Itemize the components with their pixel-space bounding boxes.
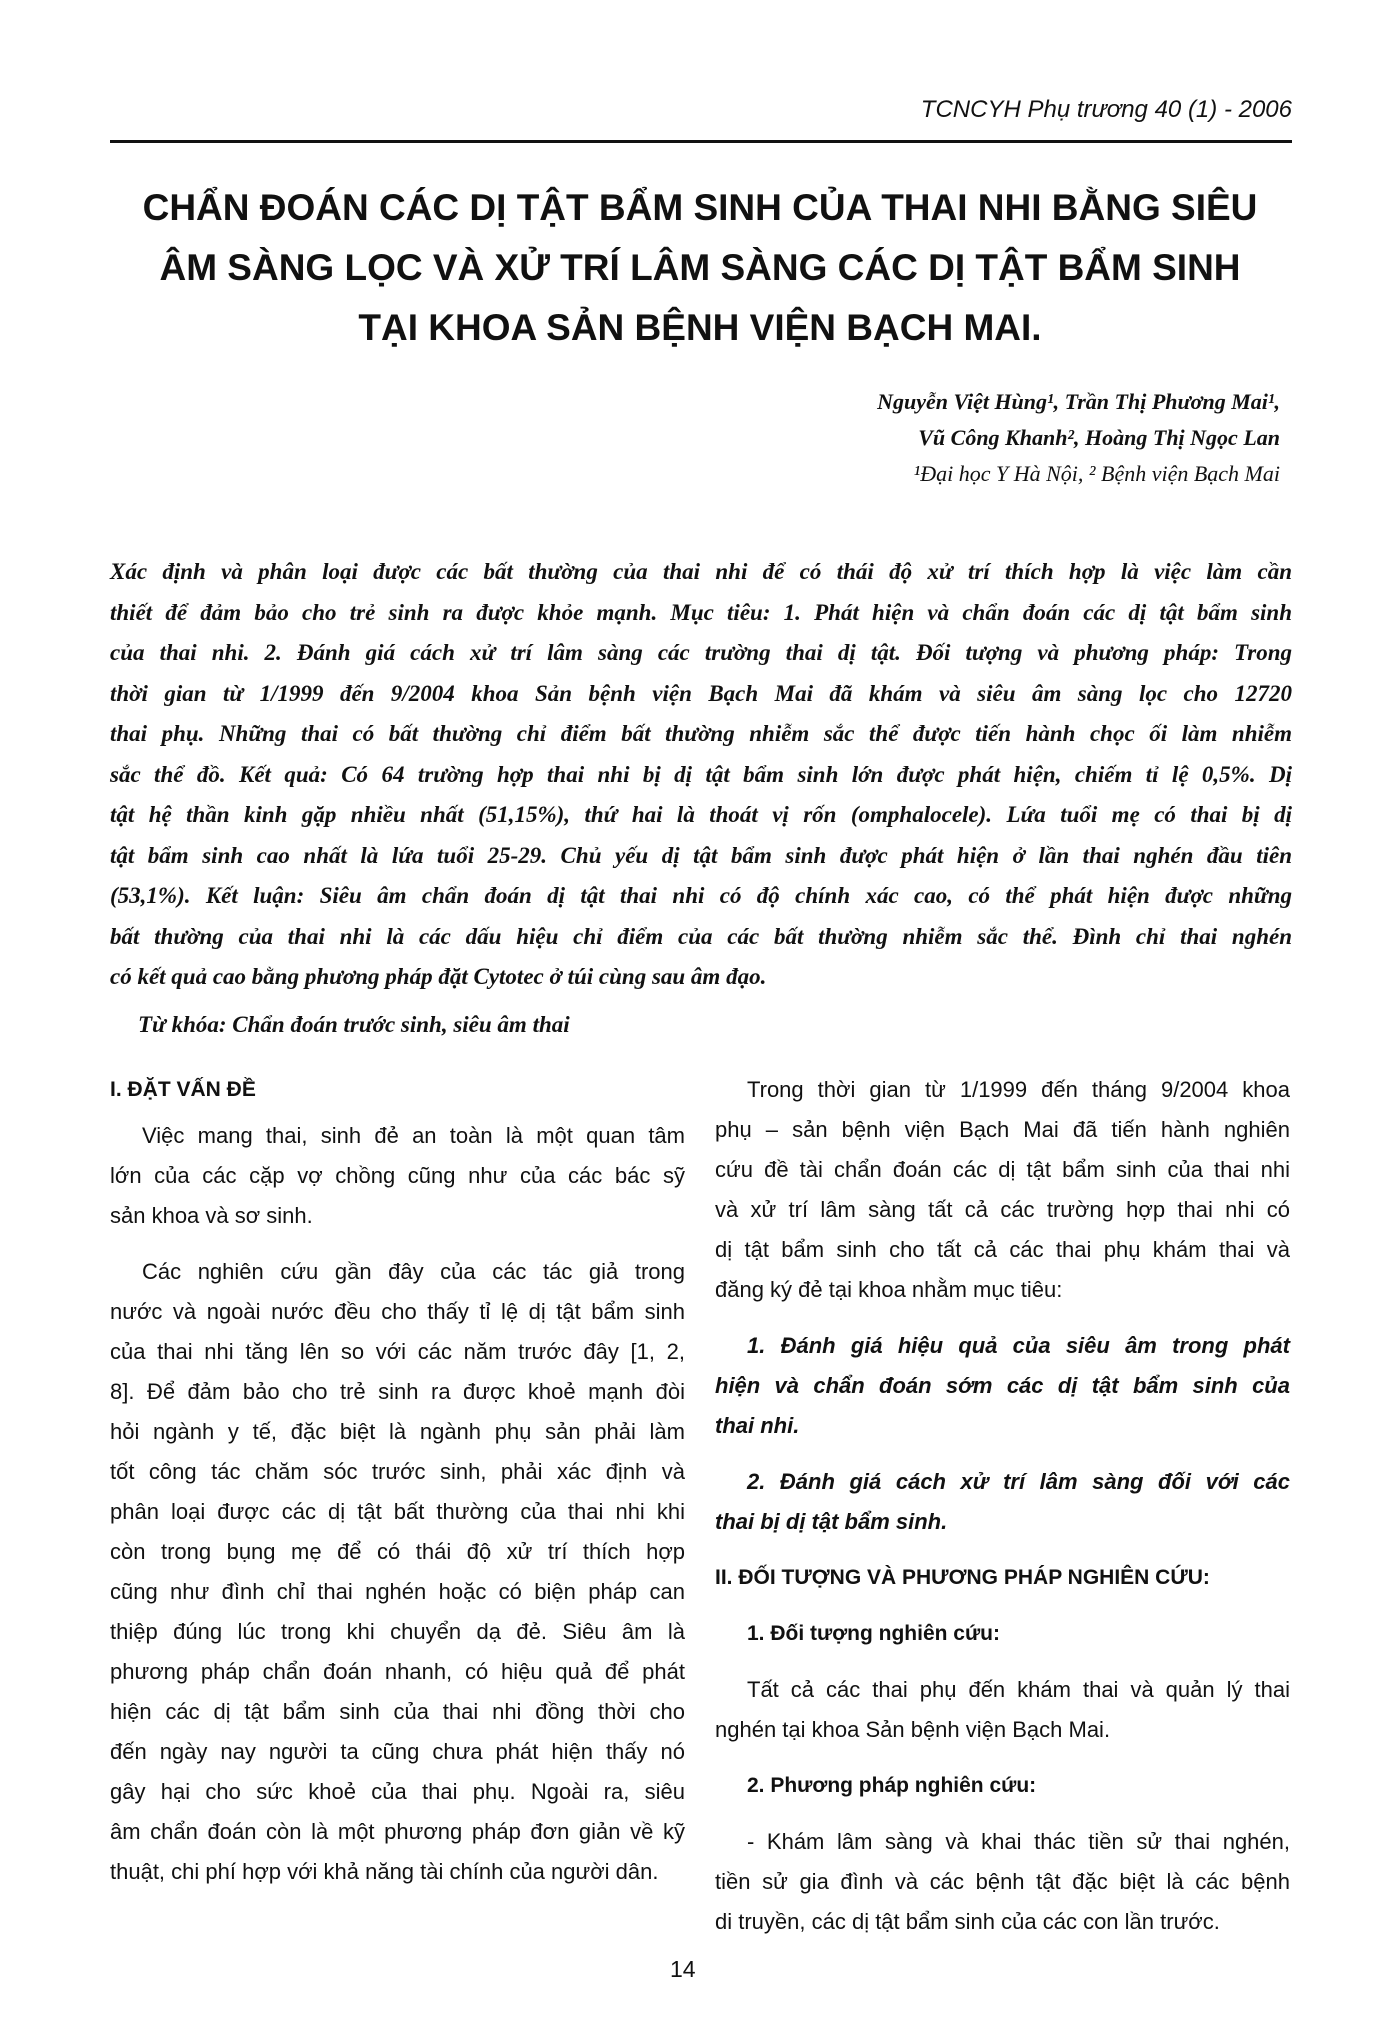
text-line: thiệp đúng lúc trong khi chuyển dạ đẻ. Siêu âm là [110, 1619, 685, 1644]
abstract-line: (53,1%). Kết luận: Siêu âm chẩn đoán dị tật thai nhi có độ chính xác cao, có thể phát hiện được những [110, 883, 1292, 908]
abstract-line: sắc thể đồ. Kết quả: Có 64 trường hợp thai nhi bị dị tật bẩm sinh lớn được phát hiện, chiếm tỉ lệ 0,5%. Dị [110, 761, 1292, 787]
abstract-line: tật hệ thần kinh gặp nhiều nhất (51,15%), thứ hai là thoát vị rốn (omphalocele). Lứa tuổi mẹ có thai bị dị [110, 802, 1292, 827]
text-line: gây hại cho sức khoẻ của thai phụ. Ngoài ra, siêu [110, 1779, 685, 1804]
paragraph-cont [110, 1292, 685, 1892]
text-line: đến ngày nay người ta cũng chưa phát hiện thấy nó [110, 1739, 685, 1764]
abstract-line: có kết quả cao bằng phương pháp đặt Cytotec ở túi cùng sau âm đạo. [110, 964, 767, 989]
text-line: nghén tại khoa Sản bệnh viện Bạch Mai. [715, 1717, 1111, 1742]
text-line: âm chẩn đoán còn là một phương pháp đơn giản về kỹ [110, 1819, 685, 1844]
text-line: sản khoa và sơ sinh. [110, 1203, 313, 1228]
text-line: của thai nhi tăng lên so với các năm trước đây [1, 2, [110, 1339, 685, 1364]
abstract-line: thai phụ. Những thai có bất thường chỉ điểm bất thường nhiễm sắc thể được tiến hành chọc ối làm nhiễm [110, 721, 1292, 746]
text-line: cũng như đình chỉ thai nghén hoặc có biện pháp can [110, 1579, 685, 1604]
title-line: TẠI KHOA SẢN BỆNH VIỆN BẠCH MAI. [358, 307, 1042, 348]
text-line: Việc mang thai, sinh đẻ an toàn là một quan tâm [142, 1123, 685, 1148]
goal-2 [715, 1462, 1290, 1542]
text-line: thai nhi. [715, 1413, 800, 1438]
journal-header: TCNCYH Phụ trương 40 (1) - 2006 [920, 96, 1292, 123]
text-line: 1. Đánh giá hiệu quả của siêu âm trong phát [747, 1333, 1290, 1358]
text-line: - Khám lâm sàng và khai thác tiền sử thai nghén, [747, 1829, 1290, 1854]
text-line: dị tật bẩm sinh cho tất cả các thai phụ khám thai và [715, 1237, 1290, 1262]
text-line: thai bị dị tật bẩm sinh. [715, 1509, 948, 1534]
text-line: 2. Đánh giá cách xử trí lâm sàng đối với các [747, 1469, 1290, 1494]
abstract-line: Xác định và phân loại được các bất thường của thai nhi để có thái độ xử trí thích hợp là việc làm cần [110, 559, 1292, 584]
title-line: CHẨN ĐOÁN CÁC DỊ TẬT BẨM SINH CỦA THAI NHI BẰNG SIÊU [142, 187, 1258, 228]
text-line: thuật, chi phí hợp với khả năng tài chính của người dân. [110, 1859, 659, 1884]
paragraph [715, 1070, 1290, 1110]
text-line: phương pháp chẩn đoán nhanh, có hiệu quả để phát [110, 1659, 685, 1684]
text-line: và xử trí lâm sàng tất cả các trường hợp thai nhi có [715, 1197, 1290, 1222]
subsection-heading: 1. Đối tượng nghiên cứu: [747, 1622, 1000, 1645]
abstract [110, 552, 1292, 998]
paragraph [110, 1116, 685, 1156]
text-line: nước và ngoài nước đều cho thấy tỉ lệ dị tật bẩm sinh [110, 1299, 685, 1324]
authors-line: Nguyễn Việt Hùng¹, Trần Thị Phương Mai¹, [877, 389, 1280, 414]
paragraph [715, 1670, 1290, 1750]
abstract-line: tật bẩm sinh cao nhất là lứa tuổi 25-29. Chủ yếu dị tật bẩm sinh được phát hiện ở lần thai nghén đầu tiên [110, 842, 1292, 868]
abstract-line: bất thường của thai nhi là các dấu hiệu chỉ điểm của các bất thường nhiễm sắc thể. Đình chỉ thai nghén [110, 923, 1292, 949]
page-number: 14 [670, 1956, 696, 1982]
keywords: Từ khóa: Chẩn đoán trước sinh, siêu âm thai [138, 1012, 570, 1037]
paragraph [110, 1252, 685, 1292]
section-heading: II. ĐỐI TƯỢNG VÀ PHƯƠNG PHÁP NGHIÊN CỨU: [715, 1566, 1210, 1589]
authors-block [560, 384, 1280, 492]
text-line: phụ – sản bệnh viện Bạch Mai đã tiến hành nghiên [715, 1117, 1290, 1142]
text-line: Tất cả các thai phụ đến khám thai và quản lý thai [747, 1677, 1290, 1702]
section-heading: I. ĐẶT VẤN ĐỀ [110, 1078, 256, 1101]
text-line: Các nghiên cứu gần đây của các tác giả trong [142, 1259, 685, 1284]
paragraph-cont [110, 1156, 685, 1236]
text-line: đăng ký đẻ tại khoa nhằm mục tiêu: [715, 1277, 1063, 1302]
abstract-line: thời gian từ 1/1999 đến 9/2004 khoa Sản bệnh viện Bạch Mai đã khám và siêu âm sàng lọc cho 12720 [110, 680, 1292, 706]
text-line: lớn của các cặp vợ chồng cũng như của các bác sỹ [110, 1163, 685, 1188]
affiliation: ¹Đại học Y Hà Nội, ² Bệnh viện Bạch Mai [913, 461, 1280, 486]
text-line: hiện các dị tật bẩm sinh của thai nhi đồng thời cho [110, 1699, 685, 1724]
paragraph [715, 1822, 1290, 1942]
text-line: phân loại được các dị tật bất thường của thai nhi khi [110, 1499, 685, 1524]
text-line: tốt công tác chăm sóc trước sinh, phải xác định và [110, 1459, 685, 1484]
abstract-line: thiết để đảm bảo cho trẻ sinh ra được khỏe mạnh. Mục tiêu: 1. Phát hiện và chẩn đoán các dị tật bẩm sinh [110, 599, 1292, 625]
paragraph-cont [715, 1110, 1290, 1310]
header-rule [110, 140, 1292, 143]
title-line: ÂM SÀNG LỌC VÀ XỬ TRÍ LÂM SÀNG CÁC DỊ TẬT BẨM SINH [159, 247, 1241, 288]
subsection-heading: 2. Phương pháp nghiên cứu: [747, 1774, 1037, 1797]
text-line: cứu đề tài chẩn đoán các dị tật bẩm sinh của thai nhi [715, 1157, 1290, 1182]
right-column [715, 1070, 1290, 1942]
goal-1 [715, 1326, 1290, 1446]
article-title [90, 178, 1310, 358]
text-line: hỏi ngành y tế, đặc biệt là ngành phụ sản phải làm [110, 1419, 685, 1444]
text-line: tiền sử gia đình và các bệnh tật đặc biệt là các bệnh [715, 1869, 1290, 1894]
text-line: còn trong bụng mẹ để có thái độ xử trí thích hợp [110, 1539, 685, 1564]
text-line: 8]. Để đảm bảo cho trẻ sinh ra được khoẻ mạnh đòi [110, 1379, 685, 1404]
text-line: hiện và chẩn đoán sớm các dị tật bẩm sinh của [715, 1373, 1290, 1398]
authors-line: Vũ Công Khanh², Hoàng Thị Ngọc Lan [918, 425, 1280, 450]
abstract-line: của thai nhi. 2. Đánh giá cách xử trí lâm sàng các trường thai dị tật. Đối tượng và phương pháp: Trong [110, 640, 1292, 665]
text-line: di truyền, các dị tật bẩm sinh của các con lần trước. [715, 1909, 1220, 1934]
text-line: Trong thời gian từ 1/1999 đến tháng 9/2004 khoa [747, 1077, 1290, 1102]
left-column [110, 1070, 685, 1892]
